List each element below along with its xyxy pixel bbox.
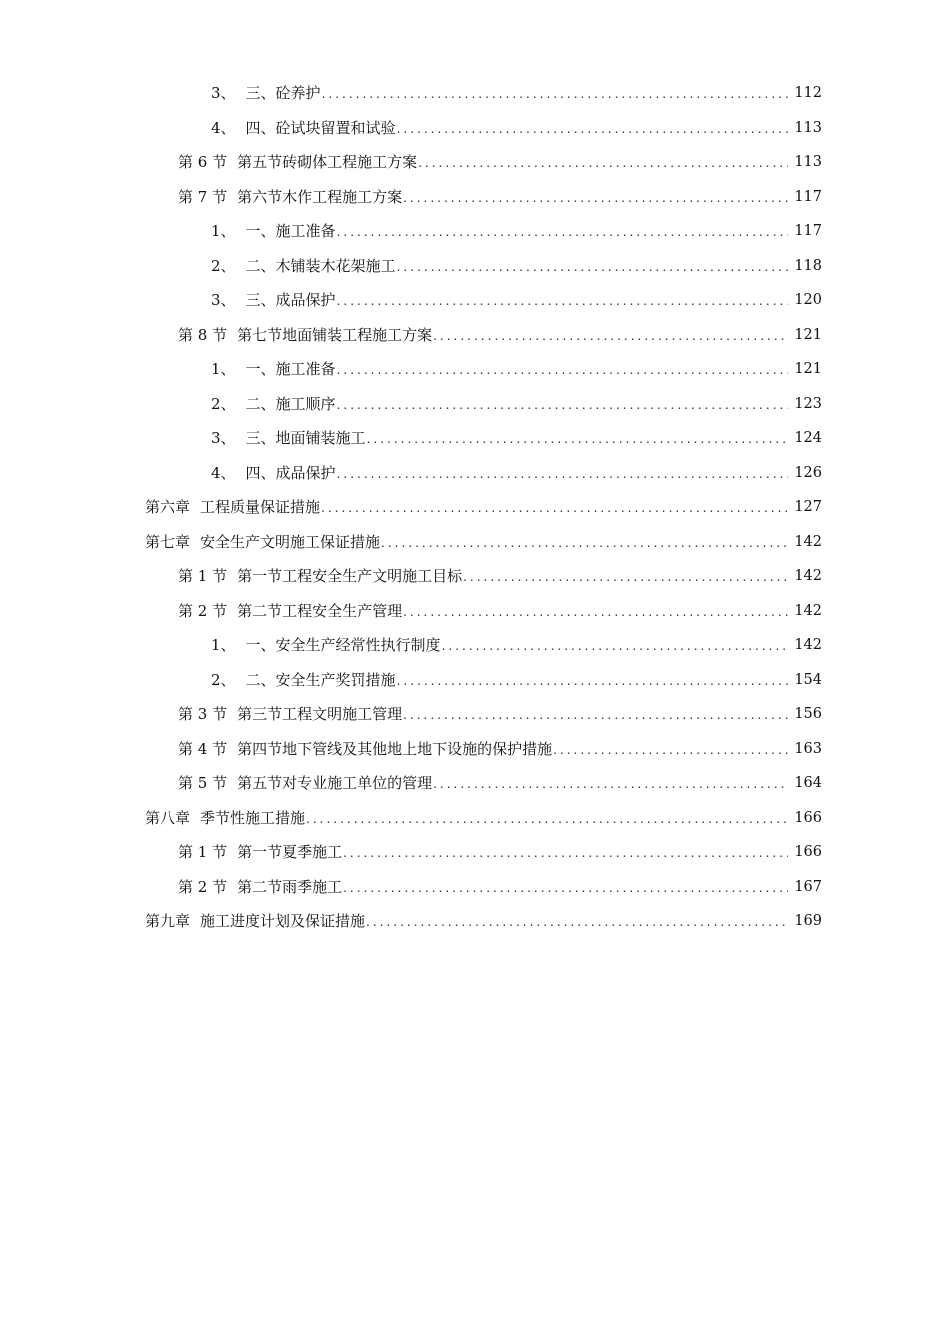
toc-entry-page: 166 [794,809,822,826]
toc-entry-number: 第 8 节 [178,325,228,344]
toc-entry-title: 一、施工准备 [245,360,336,378]
toc-entry[interactable] [0,387,950,422]
toc-dot-leader [553,733,788,768]
toc-entry[interactable] [0,456,950,491]
toc-entry-page: 167 [794,878,822,895]
toc-dot-leader [337,284,788,319]
toc-entry-title: 第五节对专业施工单位的管理 [237,774,433,792]
toc-entry-page: 142 [794,602,822,619]
toc-entry-number: 第 4 节 [178,739,228,758]
toc-entry-page: 113 [794,119,822,136]
toc-entry[interactable] [0,870,950,905]
toc-entry-title: 第四节地下管线及其他地上地下设施的保护措施 [237,739,553,758]
toc-dot-leader [433,767,788,802]
toc-dot-leader [397,250,788,285]
toc-entry-number: 第九章 [145,912,191,930]
toc-entry[interactable] [0,318,950,353]
toc-entry-page: 164 [794,775,822,791]
toc-entry[interactable] [0,697,950,732]
toc-entry-number: 第 6 节 [178,153,228,171]
toc-entry-page: 112 [794,85,822,101]
toc-entry-title: 四、成品保护 [245,463,336,482]
toc-dot-leader [343,836,788,871]
toc-entry-title: 三、砼养护 [245,84,321,102]
toc-entry-number: 4、 [211,463,236,482]
toc-entry-title: 第二节工程安全生产管理 [237,601,403,620]
toc-entry-page: 118 [794,257,822,274]
toc-entry-title: 第三节工程文明施工管理 [237,705,403,723]
toc-entry-title: 第六节木作工程施工方案 [237,187,403,206]
toc-entry[interactable] [0,180,950,215]
toc-entry[interactable] [0,214,950,249]
toc-entry-page: 142 [794,637,822,653]
toc-entry-page: 166 [794,844,822,860]
toc-entry-title: 第五节砖砌体工程施工方案 [237,153,418,171]
toc-dot-leader [337,457,788,492]
toc-entry-number: 第 1 节 [178,843,228,861]
toc-entry[interactable] [0,594,950,629]
toc-entry-number: 第八章 [145,808,191,827]
toc-entry-number: 第六章 [145,498,191,516]
toc-entry-number: 2、 [211,256,236,275]
toc-dot-leader [306,802,788,837]
toc-entry[interactable] [0,525,950,560]
toc-entry[interactable] [0,421,950,456]
toc-entry-title: 季节性施工措施 [200,808,306,827]
toc-entry-title: 第一节夏季施工 [237,843,343,861]
toc-entry-title: 二、木铺装木花架施工 [245,256,396,275]
toc-entry[interactable] [0,145,950,180]
toc-entry-title: 三、成品保护 [245,291,336,309]
toc-entry-page: 169 [794,913,822,929]
toc-entry-number: 3、 [211,429,236,447]
toc-entry-page: 154 [794,671,822,688]
toc-entry[interactable] [0,801,950,836]
toc-entry[interactable] [0,352,950,387]
toc-dot-leader [397,664,788,699]
toc-dot-leader [337,215,788,250]
toc-dot-leader [418,146,788,181]
toc-entry[interactable] [0,559,950,594]
toc-entry-page: 117 [794,223,822,239]
toc-entry-number: 第 2 节 [178,601,228,620]
toc-dot-leader [397,112,788,147]
toc-dot-leader [321,491,788,526]
toc-entry-number: 第 3 节 [178,705,228,723]
toc-dot-leader [403,181,788,216]
toc-entry-title: 二、施工顺序 [245,394,336,413]
toc-entry[interactable] [0,732,950,767]
toc-entry-page: 163 [794,740,822,757]
toc-entry-title: 第二节雨季施工 [237,877,343,896]
toc-entry[interactable] [0,835,950,870]
toc-entry-number: 第 5 节 [178,774,228,792]
toc-entry[interactable] [0,76,950,111]
toc-dot-leader [343,871,788,906]
toc-entry-title: 施工进度计划及保证措施 [200,912,366,930]
toc-entry[interactable] [0,283,950,318]
toc-dot-leader [367,422,788,457]
toc-entry-page: 121 [794,326,822,343]
toc-entry-page: 124 [794,430,822,446]
toc-entry-page: 127 [794,499,822,515]
toc-entry-page: 113 [794,154,822,170]
toc-entry-page: 117 [794,188,822,205]
toc-entry[interactable] [0,904,950,939]
toc-entry-number: 1、 [211,360,236,378]
toc-entry-title: 四、砼试块留置和试验 [245,118,396,137]
toc-entry-number: 2、 [211,394,236,413]
toc-dot-leader [337,388,788,423]
toc-entry-number: 第 7 节 [178,187,228,206]
toc-entry-title: 一、安全生产经常性执行制度 [245,636,441,654]
toc-entry-page: 142 [794,533,822,550]
toc-dot-leader [403,698,788,733]
toc-entry-page: 142 [794,568,822,584]
toc-dot-leader [381,526,788,561]
toc-entry-number: 2、 [211,670,236,689]
toc-entry-title: 一、施工准备 [245,222,336,240]
toc-entry-number: 3、 [211,84,236,102]
toc-entry[interactable] [0,663,950,698]
toc-dot-leader [442,629,788,664]
table-of-contents [0,76,950,939]
toc-dot-leader [403,595,788,630]
toc-dot-leader [366,905,788,940]
toc-entry-number: 1、 [211,222,236,240]
toc-entry-page: 156 [794,706,822,722]
toc-entry[interactable] [0,766,950,801]
toc-entry-number: 1、 [211,636,236,654]
toc-entry-title: 安全生产文明施工保证措施 [200,532,381,551]
toc-entry-title: 二、安全生产奖罚措施 [245,670,396,689]
toc-entry[interactable] [0,249,950,284]
toc-dot-leader [433,319,788,354]
toc-dot-leader [463,560,788,595]
toc-entry-page: 126 [794,464,822,481]
toc-dot-leader [322,77,788,112]
toc-entry[interactable] [0,490,950,525]
toc-entry-title: 三、地面铺装施工 [245,429,366,447]
toc-dot-leader [337,353,788,388]
toc-entry-title: 工程质量保证措施 [200,498,321,516]
toc-entry-page: 121 [794,361,822,377]
toc-entry-number: 第 1 节 [178,567,228,585]
toc-entry-title: 第一节工程安全生产文明施工目标 [237,567,463,585]
toc-entry-page: 123 [794,395,822,412]
toc-entry[interactable] [0,111,950,146]
toc-entry-number: 第 2 节 [178,877,228,896]
toc-entry-title: 第七节地面铺装工程施工方案 [237,325,433,344]
toc-entry-page: 120 [794,292,822,308]
toc-entry-number: 3、 [211,291,236,309]
toc-entry-number: 4、 [211,118,236,137]
toc-entry[interactable] [0,628,950,663]
toc-entry-number: 第七章 [145,532,191,551]
